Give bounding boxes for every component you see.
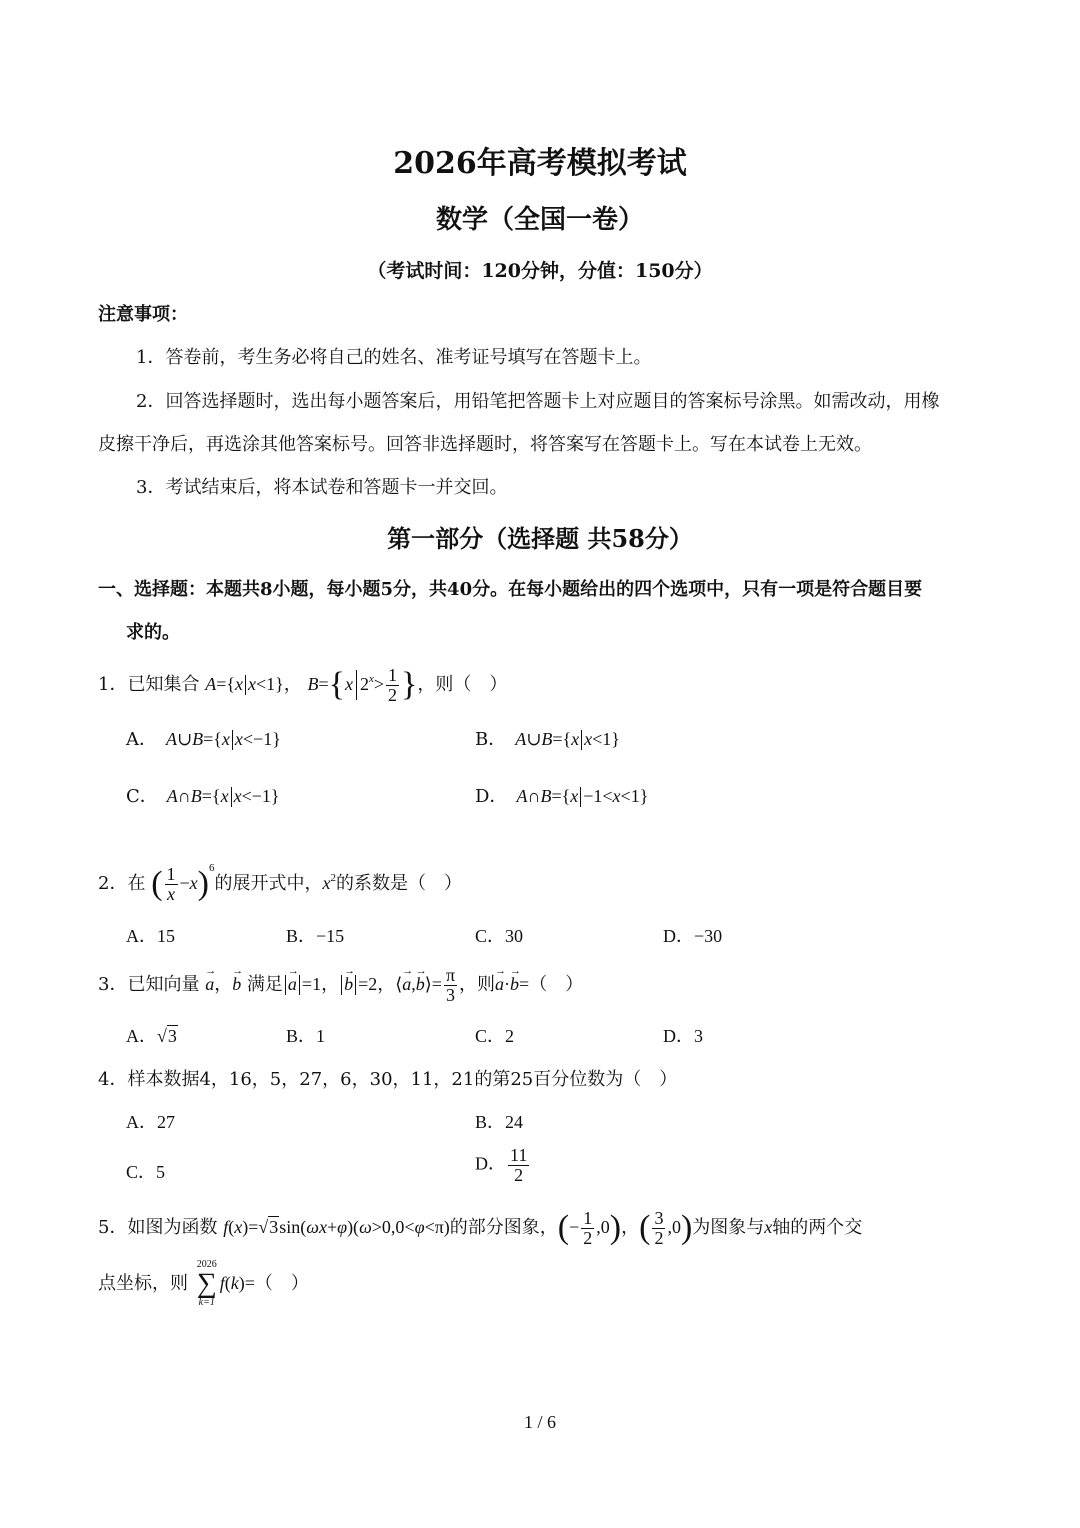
q3-option-b: B．1 [286,1026,326,1046]
q1-then: ，则（ ） [417,674,508,695]
part1-instructions-line-1: 一、选择题：本题共8小题，每小题5分，共40分。在每小题给出的四个选项中，只有一项是符合题目要 [98,579,923,600]
exam-info: （考试时间：120分钟，分值：150分） [367,260,713,282]
question-1-stem: 1．已知集合 A={x x<1}， B={x $2^x>$ $\frac{1}{2}$ }，则（ ） [98,664,508,705]
q1-number: 1． [98,674,128,695]
q2-option-d: D．−30 [663,926,723,946]
q4-option-c: C．5 [126,1162,166,1182]
notice-item-2-line-1: 2．回答选择题时，选出每小题答案后，用铅笔把答题卡上对应题目的答案标号涂黑。如需改动，用橡 [136,391,940,412]
notice-item-1: 1．答卷前，考生务必将自己的姓名、准考证号填写在答题卡上。 [136,347,652,368]
question-4-stem: 4．样本数据4，16，5，27，6，30，11，21的第25百分位数为（ ） [98,1069,678,1090]
question-3-stem: 3．已知向量 → a，→ b 满足→ a =1，→ b =2，⟨→ a,→ b⟩= $\frac{\pi}{3}$ ，则→ a·→ b=（ ） [98,965,583,1004]
question-2-stem: 2．在 ( $\frac{1}{x}$ −x)$^6$的展开式中，$x^2$的系数是（ ） [98,862,462,904]
part1-title: 第一部分（选择题 共58分） [387,524,693,553]
q4-option-b: B．24 [475,1112,524,1132]
q3-option-a: A．√3 [126,1026,177,1046]
notice-item-2-line-2: 皮擦干净后，再选涂其他答案标号。回答非选择题时，将答案写在答题卡上。写在本试卷上无效。 [98,434,872,455]
q3-option-c: C．2 [475,1026,515,1046]
q2-option-a: A．15 [126,926,175,946]
q2-option-c: C．30 [475,926,524,946]
exam-subtitle: 数学（全国一卷） [435,205,644,235]
question-5-line-2: 点坐标，则 2026 ∑ k=1 f(k)=（ ） [98,1259,309,1308]
q1-option-a: A． A∪B={x x<−1} [126,729,281,750]
part1-instructions-line-2: 求的。 [126,622,180,643]
q1-option-b: B． A∪B={x x<1} [475,729,620,750]
question-5-stem: 5．如图为函数 f(x)=√3sin(ωx+φ)(ω>0,0<φ<π)的部分图象，(− $\frac{1}{2}$ ,0)，( $\frac{3}{2}$ ,0)为图象与x轴的两个交 [98,1207,863,1248]
exam-title: 2026年高考模拟考试 [393,146,687,181]
notice-item-3: 3．考试结束后，将本试卷和答题卡一并交回。 [136,477,508,498]
q1-option-c: C． A∩B={x x<−1} [126,786,280,807]
q1-option-d: D． A∩B={x −1<x<1} [475,786,649,807]
q1-text: 已知集合 [127,674,200,695]
q2-option-b: B．−15 [286,926,345,946]
notice-heading: 注意事项： [98,304,188,325]
q4-option-d: D． $\frac{11}{2}$ [475,1145,528,1185]
page-number: 1 / 6 [523,1412,556,1432]
q4-option-a: A．27 [126,1112,175,1132]
q3-option-d: D．3 [663,1026,703,1046]
